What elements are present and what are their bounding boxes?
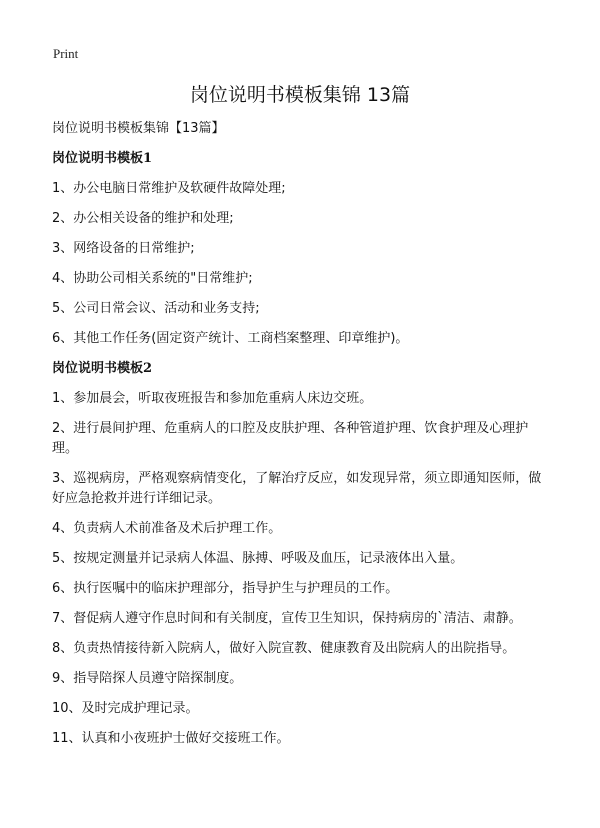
list-item: 2、进行晨间护理、危重病人的口腔及皮肤护理、各种管道护理、饮食护理及心理护理。 [52, 421, 529, 456]
list-item: 10、及时完成护理记录。 [52, 701, 199, 716]
list-item: 2、办公相关设备的维护和处理; [52, 211, 234, 226]
document-subtitle: 岗位说明书模板集锦【13篇】 [52, 121, 225, 136]
list-item: 5、公司日常会议、活动和业务支持; [52, 301, 260, 316]
document-body [52, 119, 552, 759]
list-item: 3、网络设备的日常维护; [52, 241, 195, 256]
list-item: 3、巡视病房，严格观察病情变化，了解治疗反应，如发现异常，须立即通知医师，做好应急抢救并进行详细记录。 [52, 471, 542, 506]
list-item: 9、指导陪探人员遵守陪探制度。 [52, 671, 243, 686]
section-heading-1: 岗位说明书模板1 [52, 151, 153, 166]
section-heading-2: 岗位说明书模板2 [52, 361, 153, 376]
list-item: 7、督促病人遵守作息时间和有关制度，宣传卫生知识，保持病房的`清洁、肃静。 [52, 611, 522, 626]
list-item: 6、其他工作任务(固定资产统计、工商档案整理、印章维护)。 [52, 331, 409, 346]
list-item: 5、按规定测量并记录病人体温、脉搏、呼吸及血压，记录液体出入量。 [52, 551, 464, 566]
list-item: 8、负责热情接待新入院病人，做好入院宣教、健康教育及出院病人的出院指导。 [52, 641, 516, 656]
document-title: 岗位说明书模板集锦 13篇 [189, 84, 411, 106]
list-item: 6、执行医嘱中的临床护理部分，指导护生与护理员的工作。 [52, 581, 399, 596]
print-link[interactable]: Print [53, 46, 79, 61]
list-item: 4、协助公司相关系统的"日常维护; [52, 271, 253, 286]
list-item: 1、参加晨会，听取夜班报告和参加危重病人床边交班。 [52, 391, 373, 406]
list-item: 4、负责病人术前准备及术后护理工作。 [52, 521, 282, 536]
list-item: 1、办公电脑日常维护及软硬件故障处理; [52, 181, 286, 196]
list-item: 11、认真和小夜班护士做好交接班工作。 [52, 731, 290, 746]
